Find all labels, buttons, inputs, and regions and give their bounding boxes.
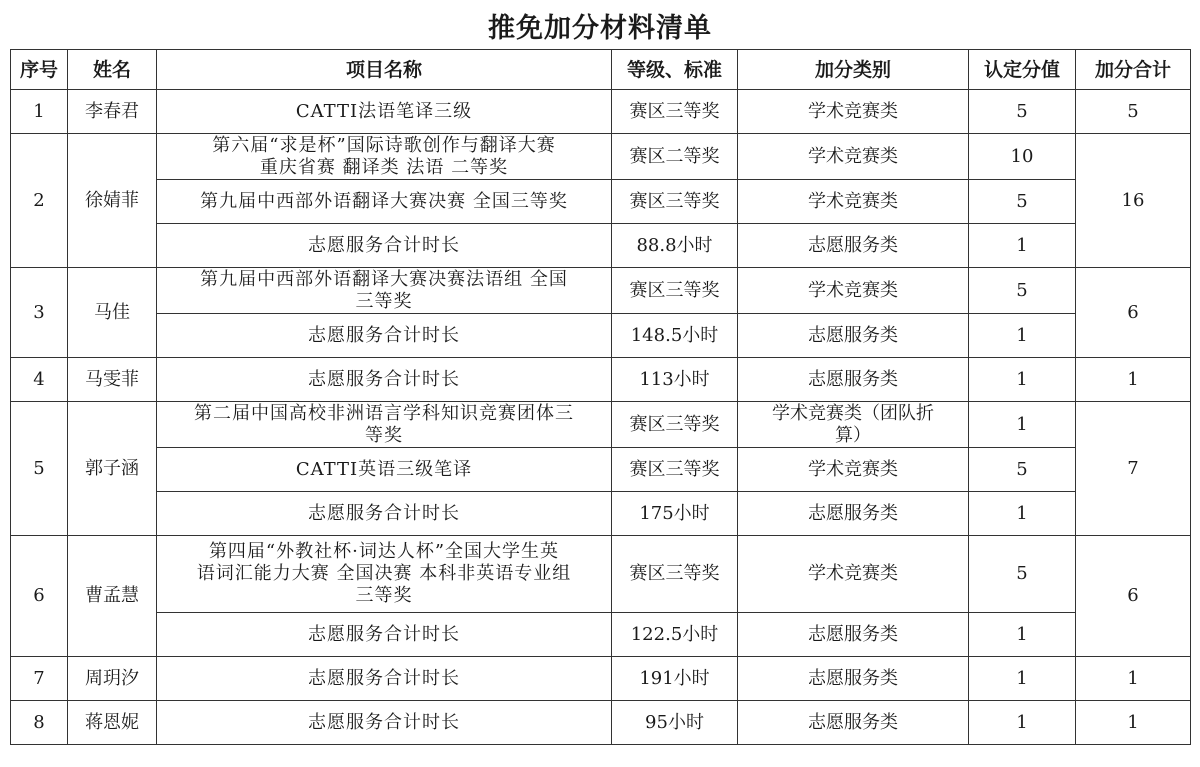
cell-project: 第九届中西部外语翻译大赛决赛 全国三等奖: [157, 180, 612, 224]
table-row: [11, 536, 1191, 613]
cell-project: 志愿服务合计时长: [157, 314, 612, 358]
table-row: [11, 402, 1191, 448]
table-row: [11, 492, 1191, 536]
cell-level: 148.5小时: [612, 314, 738, 358]
cell-score: 5: [969, 536, 1076, 613]
cell-score: 5: [969, 268, 1076, 314]
table-row: [11, 613, 1191, 657]
cell-name: 徐婧菲: [68, 134, 157, 268]
table-row: [11, 448, 1191, 492]
cell-project: CATTI英语三级笔译: [157, 448, 612, 492]
cell-category: 志愿服务类: [738, 492, 969, 536]
cell-level: 赛区三等奖: [612, 402, 738, 448]
cell-score: 1: [969, 613, 1076, 657]
cell-score: 1: [969, 701, 1076, 745]
cell-total: 6: [1076, 536, 1191, 657]
header-project: 项目名称: [157, 50, 612, 90]
cell-score: 10: [969, 134, 1076, 180]
header-total: 加分合计: [1076, 50, 1191, 90]
header-name: 姓名: [68, 50, 157, 90]
cell-name: 马雯菲: [68, 358, 157, 402]
cell-level: 113小时: [612, 358, 738, 402]
cell-name: 蒋恩妮: [68, 701, 157, 745]
project-line: 第九届中西部外语翻译大赛决赛法语组 全国: [200, 268, 568, 290]
cell-no: 1: [11, 90, 68, 134]
cell-category: 志愿服务类: [738, 358, 969, 402]
cell-score: 1: [969, 657, 1076, 701]
cell-project: 志愿服务合计时长: [157, 657, 612, 701]
project-line: 三等奖: [355, 585, 413, 606]
table-row: [11, 701, 1191, 745]
header-score: 认定分值: [969, 50, 1076, 90]
table-row: [11, 90, 1191, 134]
cell-project: [157, 402, 612, 448]
cell-total: 1: [1076, 358, 1191, 402]
table-row: [11, 268, 1191, 314]
cell-project: 志愿服务合计时长: [157, 701, 612, 745]
cell-no: 2: [11, 134, 68, 268]
table-row: [11, 314, 1191, 358]
cell-name: 周玥汐: [68, 657, 157, 701]
project-line: 等奖: [365, 424, 403, 446]
cell-score: 5: [969, 90, 1076, 134]
cell-category: 志愿服务类: [738, 701, 969, 745]
cell-score: 1: [969, 402, 1076, 448]
category-line: 学术竞赛类（团队折: [772, 402, 934, 424]
cell-category: 学术竞赛类: [738, 448, 969, 492]
cell-total: 1: [1076, 701, 1191, 745]
table-row: [11, 657, 1191, 701]
cell-category: 志愿服务类: [738, 314, 969, 358]
cell-no: 3: [11, 268, 68, 358]
cell-level: 88.8小时: [612, 224, 738, 268]
cell-no: 4: [11, 358, 68, 402]
cell-category: 志愿服务类: [738, 224, 969, 268]
cell-no: 6: [11, 536, 68, 657]
cell-name: 曹孟慧: [68, 536, 157, 657]
cell-project: [157, 134, 612, 180]
cell-score: 1: [969, 224, 1076, 268]
cell-level: 175小时: [612, 492, 738, 536]
cell-total: 7: [1076, 402, 1191, 536]
cell-project: 志愿服务合计时长: [157, 492, 612, 536]
cell-category: 学术竞赛类: [738, 268, 969, 314]
cell-level: 赛区二等奖: [612, 134, 738, 180]
cell-category: [738, 402, 969, 448]
cell-name: 马佳: [68, 268, 157, 358]
header-category: 加分类别: [738, 50, 969, 90]
cell-project: 志愿服务合计时长: [157, 224, 612, 268]
table-row: [11, 180, 1191, 224]
cell-project: [157, 536, 612, 613]
cell-level: 赛区三等奖: [612, 536, 738, 613]
cell-total: 6: [1076, 268, 1191, 358]
table-row: [11, 358, 1191, 402]
cell-score: 1: [969, 492, 1076, 536]
project-line: 三等奖: [355, 290, 413, 312]
cell-level: 95小时: [612, 701, 738, 745]
cell-project: 志愿服务合计时长: [157, 613, 612, 657]
cell-project: [157, 268, 612, 314]
cell-level: 赛区三等奖: [612, 90, 738, 134]
cell-category: 学术竞赛类: [738, 134, 969, 180]
project-line: 第二届中国高校非洲语言学科知识竞赛团体三: [194, 402, 574, 424]
cell-score: 5: [969, 448, 1076, 492]
cell-level: 122.5小时: [612, 613, 738, 657]
cell-name: 李春君: [68, 90, 157, 134]
cell-no: 8: [11, 701, 68, 745]
cell-score: 5: [969, 180, 1076, 224]
project-line: 语词汇能力大赛 全国决赛 本科非英语专业组: [196, 563, 572, 584]
cell-category: 志愿服务类: [738, 613, 969, 657]
header-level: 等级、标准: [612, 50, 738, 90]
cell-level: 191小时: [612, 657, 738, 701]
cell-total: 5: [1076, 90, 1191, 134]
table-row: [11, 224, 1191, 268]
project-line: 第六届“求是杯”国际诗歌创作与翻译大赛: [212, 134, 556, 156]
cell-level: 赛区三等奖: [612, 268, 738, 314]
cell-no: 7: [11, 657, 68, 701]
cell-project: CATTI法语笔译三级: [157, 90, 612, 134]
cell-name: 郭子涵: [68, 402, 157, 536]
cell-score: 1: [969, 314, 1076, 358]
cell-category: 学术竞赛类: [738, 180, 969, 224]
cell-category: 学术竞赛类: [738, 536, 969, 613]
cell-score: 1: [969, 358, 1076, 402]
document-title: 推免加分材料清单: [488, 13, 712, 44]
table-row: [11, 134, 1191, 180]
cell-total: 16: [1076, 134, 1191, 268]
header-no: 序号: [11, 50, 68, 90]
cell-level: 赛区三等奖: [612, 448, 738, 492]
cell-category: 学术竞赛类: [738, 90, 969, 134]
cell-project: 志愿服务合计时长: [157, 358, 612, 402]
header-row: [11, 50, 1191, 90]
cell-total: 1: [1076, 657, 1191, 701]
project-line: 第四届“外教社杯·词达人杯”全国大学生英: [208, 541, 560, 562]
cell-no: 5: [11, 402, 68, 536]
bonus-materials-table: [10, 49, 1191, 745]
project-line: 重庆省赛 翻译类 法语 二等奖: [259, 156, 509, 178]
cell-level: 赛区三等奖: [612, 180, 738, 224]
cell-category: 志愿服务类: [738, 657, 969, 701]
category-line: 算）: [835, 424, 871, 446]
